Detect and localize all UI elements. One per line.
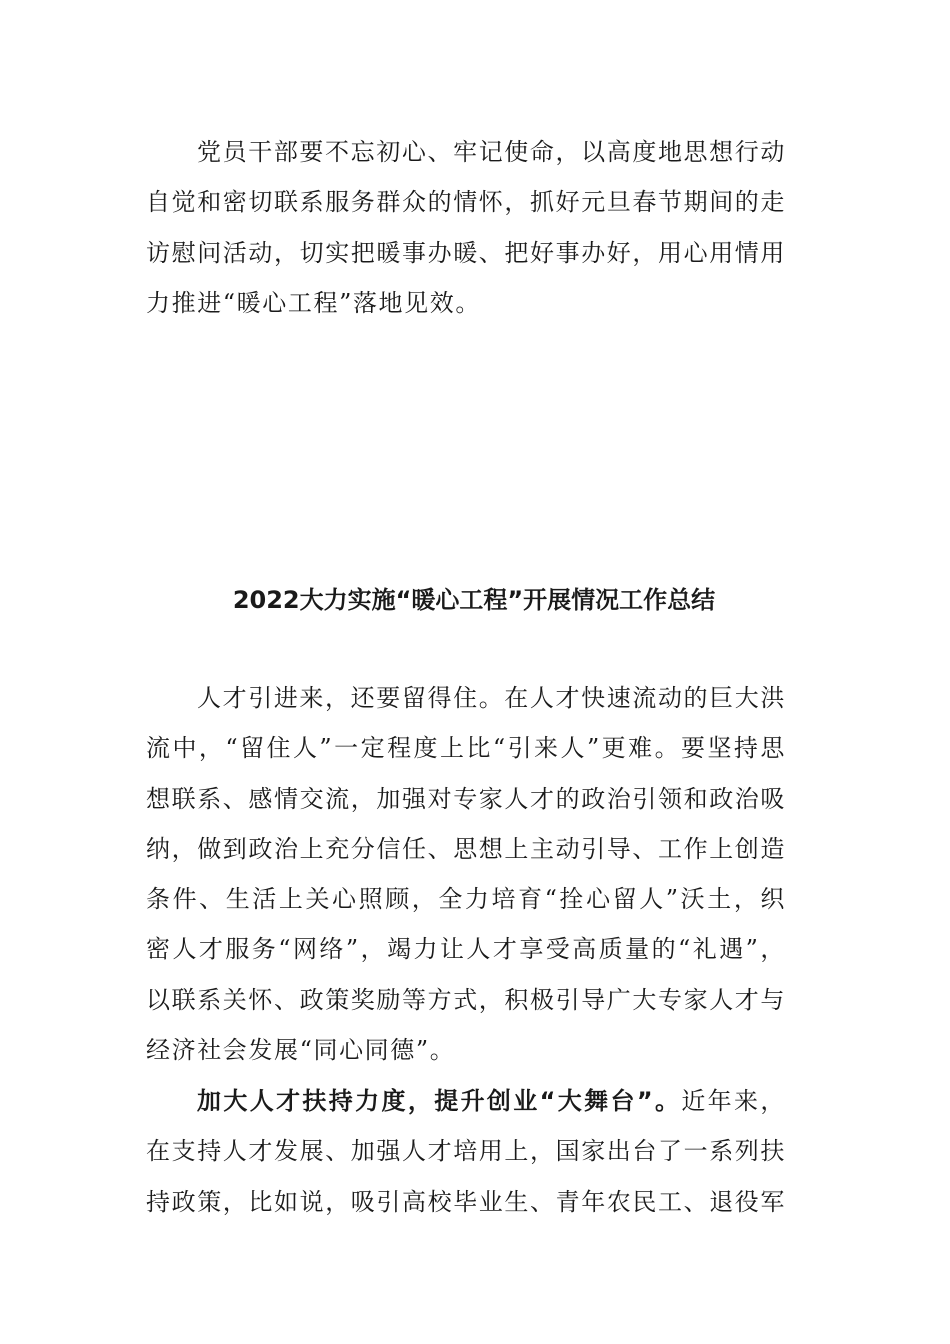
paragraph-3-lead: 加大人才扶持力度，提升创业“大舞台”。 bbox=[197, 1087, 682, 1115]
document-title: 2022大力实施“暖心工程”开展情况工作总结 bbox=[232, 586, 716, 614]
paragraph-3 bbox=[146, 1076, 786, 1227]
paragraph-3-body: 近年来，在支持人才发展、加强人才培用上，国家出台了一系列扶持政策，比如说，吸引高校毕业生、青年农民工、退役军 bbox=[146, 1087, 786, 1216]
paragraph-1: 党员干部要不忘初心、牢记使命，以高度地思想行动自觉和密切联系服务群众的情怀，抓好元旦春节期间的走访慰问活动，切实把暖事办暖、把好事办好，用心用情用力推进“暖心工程”落地见效。 bbox=[146, 138, 786, 317]
paragraph-2: 人才引进来，还要留得住。在人才快速流动的巨大洪流中，“留住人”一定程度上比“引来人”更难。要坚持思想联系、感情交流，加强对专家人才的政治引领和政治吸纳，做到政治上充分信任、思想上主动引导、工作上创造条件、生活上关心照顾，全力培育“拴心留人”沃土，织密人才服务“网络”，竭力让人才享受高质量的“礼遇”，以联系关怀、政策奖励等方式，积极引导广大专家人才与经济社会发展“同心同德”。 bbox=[146, 684, 786, 1065]
